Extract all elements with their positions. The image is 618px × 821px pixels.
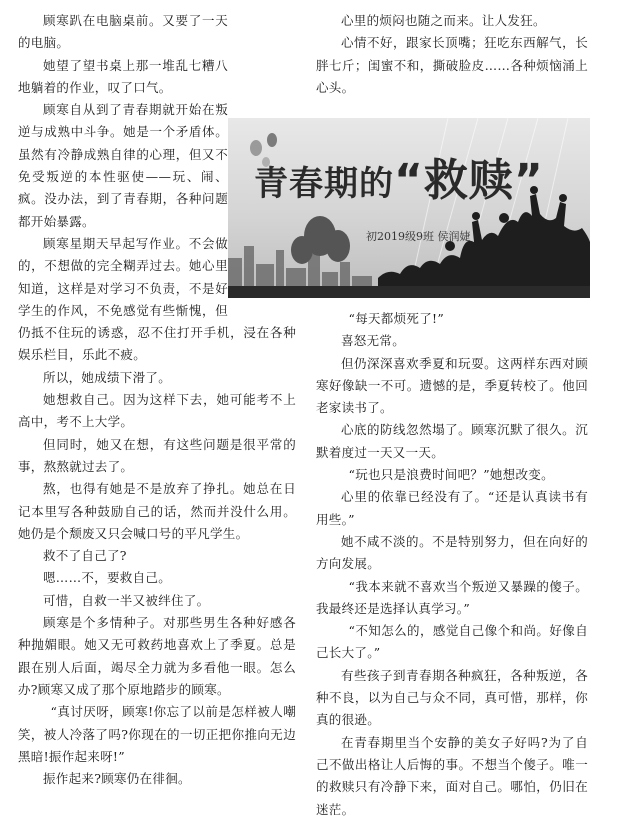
paragraph: 救不了自己了? [43,548,127,564]
quote-paragraph: “我本来就不喜欢当个叛逆又暴躁的傻子。我最终还是选择认真学习。” [316,578,588,616]
title-banner [228,118,590,298]
trees [291,216,350,264]
banner-title [254,144,544,208]
banner-title-main: 青春期的 [254,164,394,204]
paragraph: 嗯……不，要救自己。 [43,570,172,586]
paragraph: 顾寒是个多情种子。对那些男生各种好感各种抛媚眼。她又无可救药地喜欢上了季夏。总是跟在别人后面，竭尽全力就为多看他一眼。怎么办?顾寒又成了那个原地踏步的顾寒。 [18,615,296,697]
quote-paragraph: “玩也只是浪费时间吧？”她想改变。 [348,467,554,483]
quote-paragraph: “真讨厌呀，顾寒!你忘了以前是怎样被人嘲笑，被人冷落了吗?你现在的一切正把你推向无边黑暗!振作起来呀!” [18,704,296,764]
paragraph: 顾寒星期天早起写作业。不会做的，不想做的完全糊弄过去。她心里知道，这样是对学习不负责，不是好学生的作风，不免感觉有些惭愧，但仍抵不住玩的诱惑，忍不住打开手机，浸在各种娱乐栏目，乐此不疲。 [18,235,296,363]
paragraph: 她望了望书桌上那一堆乱七糟八地躺着的作业，叹了口气。 [18,57,228,95]
paragraph: 有些孩子到青春期各种疯狂，各种叛逆，各种不良，以为自己与众不同，真可惜，那样，你真的很逊。 [316,667,588,728]
paragraph: 所以，她成绩下滑了。 [43,369,172,385]
paragraph: 心底的防线忽然塌了。顾寒沉默了很久。沉默着度过一天又一天。 [316,422,588,460]
paragraph: 但仍深深喜欢季夏和玩耍。这两样东西对顾寒好像缺一不可。遗憾的是，季夏转校了。他回老家读书了。 [316,355,588,416]
right-article-column-top [316,10,588,99]
paragraph: 她想救自己。因为这样下去，她可能考不上高中，考不上大学。 [18,392,296,430]
paragraph: 她不咸不淡的。不是特别努力，但在向好的方向发展。 [316,533,588,572]
paragraph: 喜怒无常。 [341,333,406,349]
paragraph: 心情不好，跟家长顶嘴；狂吃东西解气，长胖七斤；闺蜜不和，撕破脸皮……各种烦恼涌上心头。 [316,35,588,95]
quote-paragraph: “不知怎么的，感觉自己像个和尚。好像自己长大了。” [316,623,588,661]
paragraph: 在青春期里当个安静的美女子好吗?为了自己不做出格让人后悔的事。不想当个傻子。唯一的救赎只有冷静下来，面对自己。哪怕，仍旧在迷茫。 [316,734,588,817]
author-byline: 初2019级9班 侯润婕 [366,230,471,243]
quote-paragraph: “每天都烦死了!” [348,311,445,326]
paragraph: 心里的烦闷也随之而来。让人发狂。 [341,13,546,28]
paragraph: 熬，也得有她是不是放弃了挣扎。她总在日记本里写各种鼓励自己的话，然而并没什么用。她仍是个颓废又只会喊口号的平凡学生。 [18,481,296,541]
paragraph: 可惜，自救一半又被绊住了。 [43,592,210,608]
right-article-column-bottom [316,308,588,821]
paragraph: 振作起来?顾寒仍在徘徊。 [43,771,191,787]
banner-title-quote: “救赎” [394,155,544,206]
paragraph: 顾寒趴在电脑桌前。又要了一天的电脑。 [18,13,228,51]
paragraph: 心里的依靠已经没有了。“还是认真读书有用些。” [316,489,588,527]
paragraph: 顾寒自从到了青春期就开始在叛逆与成熟中斗争。她是一个矛盾体。虽然有冷静成熟自律的心理，但又不免受叛逆的本性驱使——玩、闹、疯。没办法，到了青春期，各种问题都开始暴露。 [18,102,228,229]
paragraph: 但同时，她又在想，有这些问题是很平常的事，熬熬就过去了。 [18,436,296,474]
